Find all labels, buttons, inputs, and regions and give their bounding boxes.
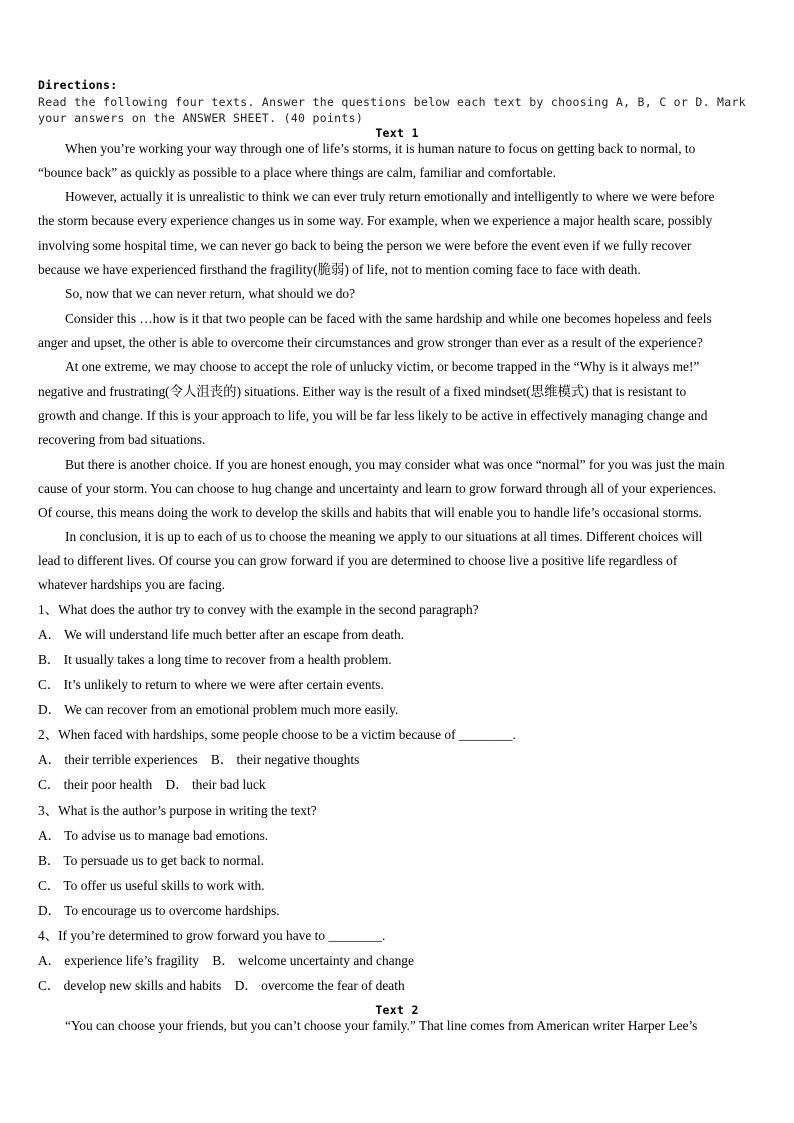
passage-line: whatever hardships you are facing. [38, 577, 226, 592]
text1-title: Text 1 [375, 126, 419, 140]
answer-option: B． To persuade us to get back to normal. [38, 853, 265, 868]
answer-option: C． To offer us useful skills to work with. [38, 878, 265, 893]
passage-line: because we have experienced firsthand the fragility(脆弱) of life, not to mention coming face to face with death. [38, 262, 641, 277]
answer-option: D． To encourage us to overcome hardships. [38, 903, 280, 918]
passage-line: However, actually it is unrealistic to think we can ever truly return emotionally and intelligently to where we were before [65, 189, 715, 204]
passage-line: the storm because every experience changes us in some way. For example, when we experience a major health scare, possibly [38, 213, 713, 228]
answer-option: A． their terrible experiences B． their negative thoughts [38, 752, 360, 767]
passage-line: In conclusion, it is up to each of us to choose the meaning we apply to our situations at all times. Different choices will [65, 529, 703, 544]
directions-line: Read the following four texts. Answer the questions below each text by choosing A, B, C or D. Mark [38, 95, 746, 109]
answer-option: D． We can recover from an emotional problem much more easily. [38, 702, 399, 717]
passage-line: lead to different lives. Of course you can grow forward if you are determined to choose live a positive life regardless of [38, 553, 678, 568]
passage-line: Of course, this means doing the work to develop the skills and habits that will enable you to handle life’s occasional storms. [38, 505, 702, 520]
answer-option: C． develop new skills and habits D． overcome the fear of death [38, 978, 405, 993]
passage-line: involving some hospital time, we can never go back to being the person we were before the event even if we fully recover [38, 238, 692, 253]
passage-line: negative and frustrating(令人沮丧的) situations. Either way is the result of a fixed mindset(思维模式) that is resistant to [38, 384, 687, 399]
question-stem: 4、If you’re determined to grow forward you have to ________. [38, 928, 386, 943]
passage-line: “You can choose your friends, but you can’t choose your family.” That line comes from American writer Harper Lee’s [65, 1018, 698, 1033]
passage-line: At one extreme, we may choose to accept the role of unlucky victim, or become trapped in the “Why is it always me!” [65, 359, 700, 374]
question-stem: 1、What does the author try to convey with the example in the second paragraph? [38, 602, 479, 617]
answer-option: C． their poor health D． their bad luck [38, 777, 266, 792]
question-stem: 3、What is the author’s purpose in writing the text? [38, 803, 317, 818]
passage-line: recovering from bad situations. [38, 432, 206, 447]
answer-option: B． It usually takes a long time to recover from a health problem. [38, 652, 392, 667]
answer-option: A． We will understand life much better after an escape from death. [38, 627, 405, 642]
directions-heading: Directions: [38, 78, 118, 92]
passage-line: “bounce back” as quickly as possible to a place where things are calm, familiar and comfortable. [38, 165, 556, 180]
passage-line: cause of your storm. You can choose to hug change and uncertainty and learn to grow forward through all of your experiences. [38, 481, 717, 496]
passage-line: So, now that we can never return, what should we do? [65, 286, 356, 301]
passage-line: When you’re working your way through one of life’s storms, it is human nature to focus on getting back to normal, to [65, 141, 696, 156]
answer-option: A． To advise us to manage bad emotions. [38, 828, 269, 843]
passage-line: But there is another choice. If you are honest enough, you may consider what was once “normal” for you was just the main [65, 457, 725, 472]
passage-line: Consider this …how is it that two people can be faced with the same hardship and while one becomes hopeless and feels [65, 311, 712, 326]
answer-option: C． It’s unlikely to return to where we were after certain events. [38, 677, 384, 692]
answer-option: A． experience life’s fragility B． welcome uncertainty and change [38, 953, 414, 968]
question-stem: 2、When faced with hardships, some people choose to be a victim because of ________. [38, 727, 516, 742]
passage-line: growth and change. If this is your approach to life, you will be far less likely to be active in effectively managing change and [38, 408, 708, 423]
text2-title: Text 2 [375, 1003, 419, 1017]
directions-line: your answers on the ANSWER SHEET. (40 points) [38, 111, 364, 125]
passage-line: anger and upset, the other is able to overcome their circumstances and grow stronger than ever as a result of the experience? [38, 335, 703, 350]
